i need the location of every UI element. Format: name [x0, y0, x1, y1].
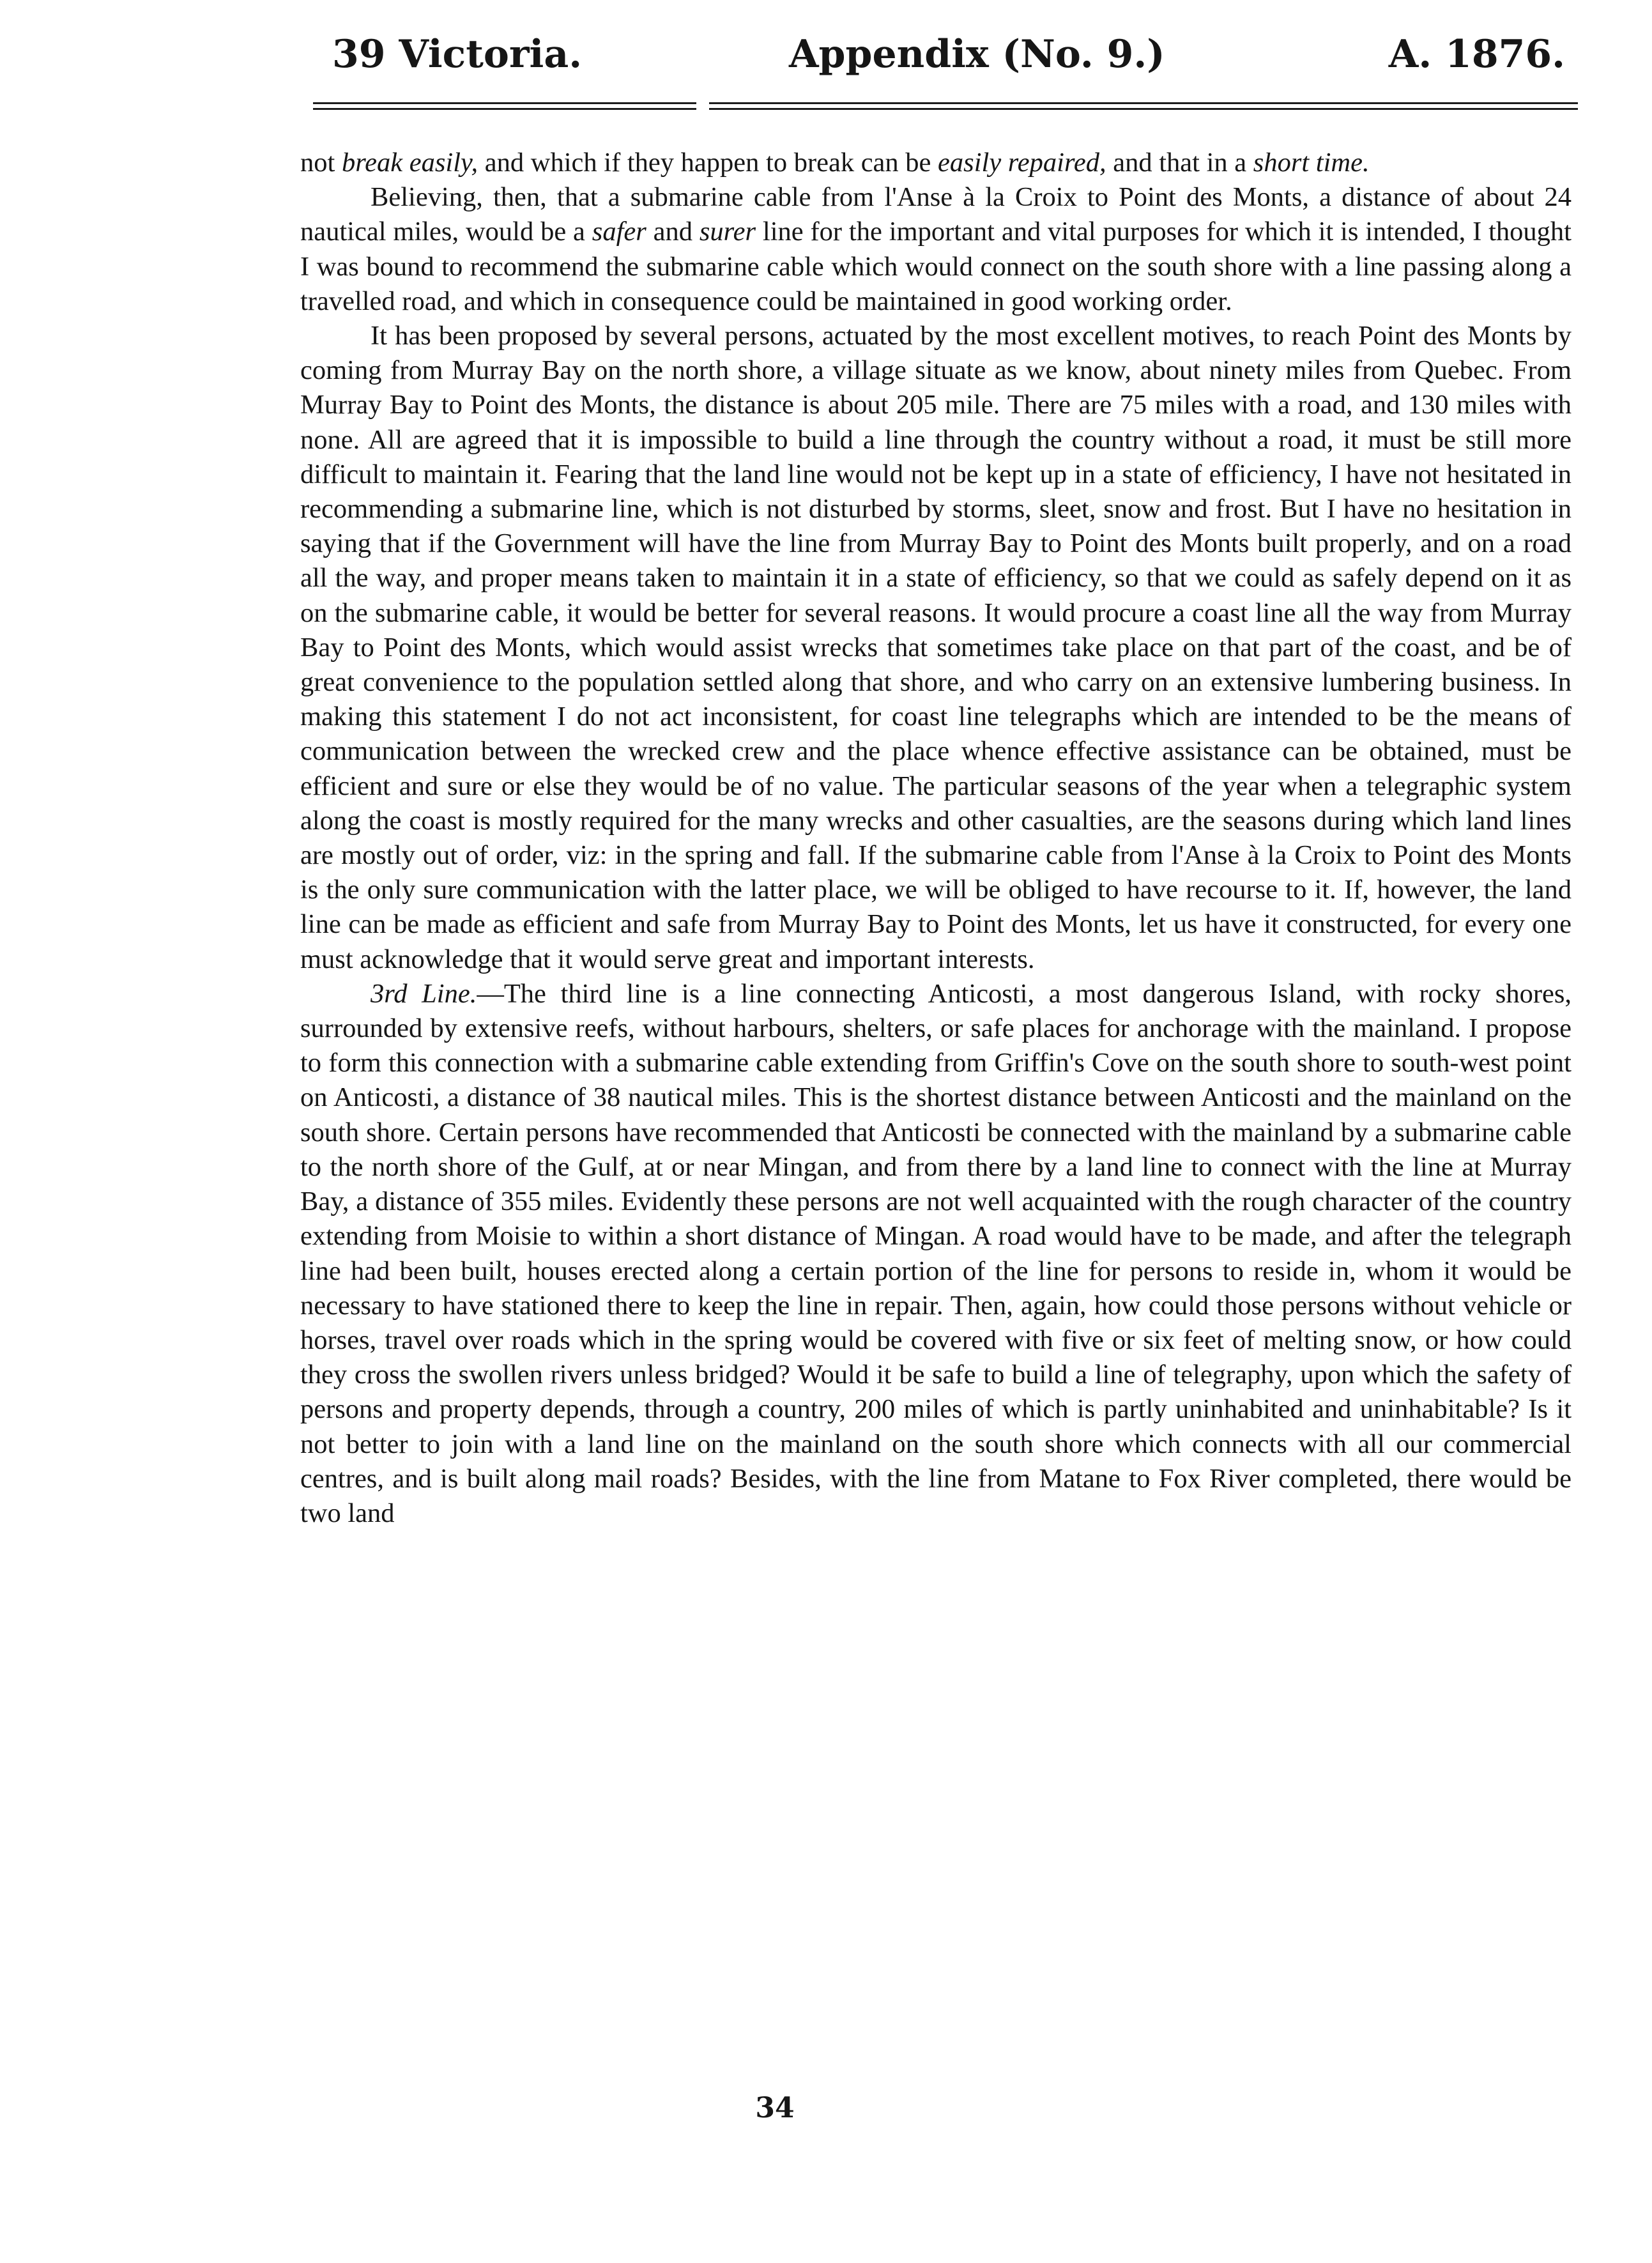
paragraph [300, 180, 1572, 319]
header-year: A. 1876. [1388, 32, 1565, 77]
header-appendix: Appendix (No. 9.) [789, 32, 1165, 77]
text-run: line for the important and vital purposes for which it is intended, I thought I was bound to recommend the submarine cable which would connect on the south shore with a line passing along a travelled road, and which in consequence could be maintained in good working order. [300, 217, 1572, 316]
italic-run: break easily, [341, 148, 478, 178]
italic-run: safer [592, 217, 646, 247]
body-text [300, 146, 1572, 1531]
italic-run: 3rd Line. [371, 978, 477, 1009]
italic-run: surer [699, 217, 756, 247]
header-rule [313, 102, 1578, 110]
paragraph [300, 146, 1572, 180]
header-rule-left [313, 102, 696, 110]
paragraph [300, 977, 1572, 1531]
paragraph [300, 319, 1572, 977]
text-run: —The third line is a line connecting Anticosti, a most dangerous Island, with rocky shores, surrounded by extensive reefs, without harbours, shelters, or safe places for anchorage with the mainland. I propose to form this connection with a submarine cable extending from Griffin's Cove on the south shore to south-west point on Anticosti, a distance of 38 nautical miles. This is the shortest distance between Anticosti and the mainland on the south shore. Certain persons have recommended that Anticosti be connected with the mainland by a submarine cable to the north shore of the Gulf, at or near Mingan, and from there by a land line to connect with the line at Murray Bay, a distance of 355 miles. Evidently these persons are not well acquainted with the rough character of the country extending from Moisie to within a short distance of Mingan. A road would have to be made, and after the telegraph line had been built, houses erected along a certain portion of the line for persons to reside in, whom it would be necessary to have stationed there to keep the line in repair. Then, again, how could those persons without vehicle or horses, travel over roads which in the spring would be covered with five or six feet of melting snow, or how could they cross the swollen rivers unless bridged? Would it be safe to build a line of telegraphy, upon which the safety of persons and property depends, through a country, 200 miles of which is partly uninhabited and uninhabitable? Is it not better to join with a land line on the mainland on the south shore which connects with all our commercial centres, and is built along mail roads? Besides, with the line from Matane to Fox River completed, there would be two land [300, 978, 1572, 1528]
text-run: and which if they happen to break can be [478, 148, 938, 178]
text-run: Believing, then, that a submarine cable from l'Anse à la Croix to Point des Monts, a distance of about 24 nautical miles, would be a [300, 182, 1572, 247]
running-header [319, 26, 1584, 83]
text-run: It has been proposed by several persons, actuated by the most excellent motives, to reach Point des Monts by coming from Murray Bay on the north shore, a village situate as we know, about ninety miles from Quebec. From Murray Bay to Point des Monts, the distance is about 205 mile. There are 75 miles with a road, and 130 miles with none. All are agreed that it is impossible to build a line through the country without a road, it must be still more difficult to maintain it. Fearing that the land line would not be kept up in a state of efficiency, I have not hesitated in recommending a submarine line, which is not disturbed by storms, sleet, snow and frost. But I have no hesitation in saying that if the Government will have the line from Murray Bay to Point des Monts built properly, and on a road all the way, and proper means taken to maintain it in a state of efficiency, so that we could as safely depend on it as on the submarine cable, it would be better for several reasons. It would procure a coast line all the way from Murray Bay to Point des Monts, which would assist wrecks that sometimes take place on that part of the coast, and be of great convenience to the population settled along that shore, and who carry on an extensive lumbering business. In making this statement I do not act inconsistent, for coast line telegraphs which are intended to be the means of communication between the wrecked crew and the place whence effective assistance can be obtained, must be efficient and sure or else they would be of no value. The particular seasons of the year when a telegraphic system along the coast is mostly required for the many wrecks and other casualties, are the seasons during which land lines are mostly out of order, viz: in the spring and fall. If the submarine cable from l'Anse à la Croix to Point des Monts is the only sure communication with the latter place, we will be obliged to have recourse to it. If, however, the land line can be made as efficient and safe from Murray Bay to Point des Monts, let us have it constructed, for every one must acknowledge that it would serve great and important interests. [300, 321, 1572, 974]
italic-run: short time. [1253, 148, 1370, 178]
italic-run: easily repaired, [938, 148, 1106, 178]
header-session: 39 Victoria. [332, 32, 583, 77]
text-run: and that in a [1106, 148, 1253, 178]
page-number: 34 [755, 2092, 795, 2124]
text-run: and [646, 217, 700, 247]
text-run: not [300, 148, 342, 178]
header-rule-right [709, 102, 1578, 110]
